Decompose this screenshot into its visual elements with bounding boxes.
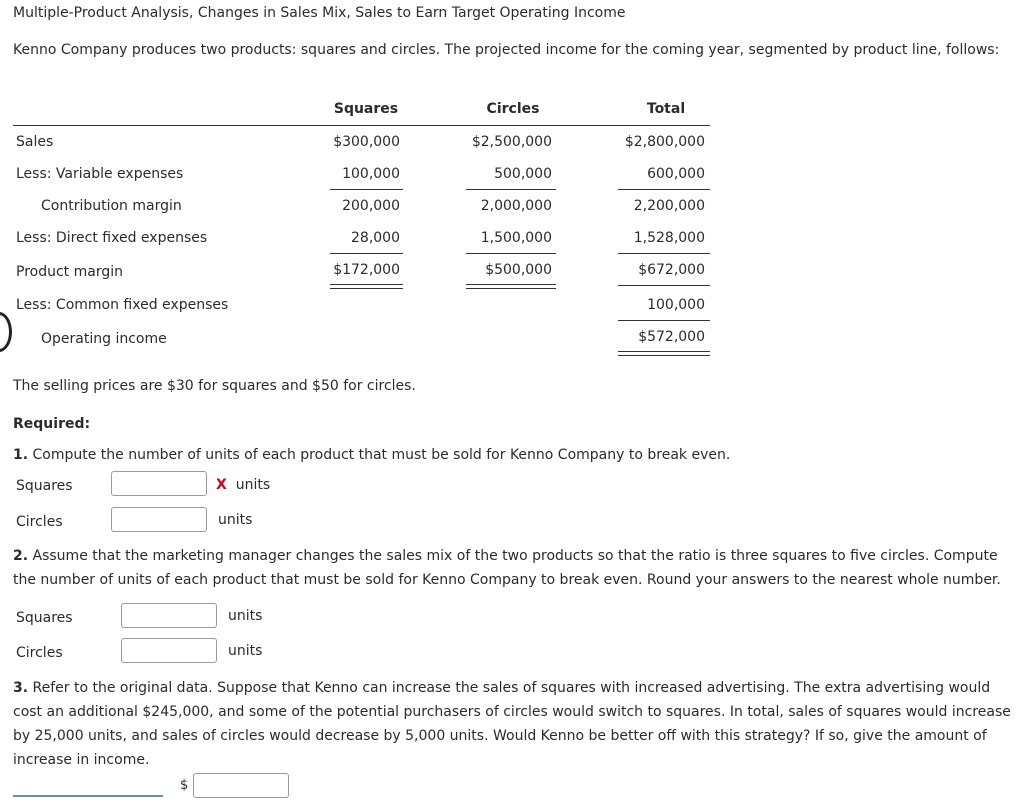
cell-squares-contribution: 200,000 [342,198,400,214]
rule [330,189,403,190]
q2-squares-units: units [228,608,263,624]
q2-squares-label: Squares [16,610,73,626]
scroll-edge-indicator [0,312,12,352]
cell-total-sales: $2,800,000 [624,134,705,150]
rule-7 [618,285,710,286]
cell-circles-direct-fixed: 1,500,000 [480,230,552,246]
cell-total-common-fixed: 100,000 [647,297,705,313]
row-label-product-margin: Product margin [16,264,123,280]
q1-squares-label: Squares [16,478,73,494]
rule-3 [466,189,556,190]
row-label-sales: Sales [16,134,54,150]
rule-4 [466,253,556,254]
q1-squares-units: units [235,477,271,493]
q2-circles-label: Circles [16,645,63,661]
header-rule [13,125,710,126]
rule-2 [330,253,403,254]
q3-amount-input[interactable] [193,773,289,798]
cell-circles-variable: 500,000 [494,166,552,182]
page-title: Multiple-Product Analysis, Changes in Sales Mix, Sales to Earn Target Operating Income [13,5,626,21]
dline-3 [618,351,710,356]
cell-squares-product-margin: $172,000 [333,262,400,278]
selling-prices-note: The selling prices are $30 for squares and $50 for circles. [13,378,416,394]
cell-squares-variable: 100,000 [342,166,400,182]
problem-intro: Kenno Company produces two products: squares and circles. The projected income for the coming year, segmented by product line, follows: [13,42,1000,58]
col-header-circles: Circles [486,101,540,117]
cell-total-product-margin: $672,000 [638,262,705,278]
cell-total-contribution: 2,200,000 [633,198,705,214]
question-1-number: 1. [13,447,29,463]
dline [330,284,403,289]
question-2-line-1 [13,548,998,564]
question-1 [13,447,730,463]
row-label-operating-income: Operating income [41,331,167,347]
rule-5 [618,189,710,190]
cell-circles-sales: $2,500,000 [471,134,552,150]
question-3-text-2: cost an additional $245,000, and some of the potential purchasers of circles would switch to squares. In total, sales of squares would increase [13,704,1011,720]
q2-circles-units: units [228,643,263,659]
currency-symbol: $ [180,778,189,793]
question-3-number: 3. [13,680,29,696]
incorrect-x-icon: X [216,477,227,493]
rule-6 [618,253,710,254]
q1-circles-label: Circles [16,514,63,530]
question-2-text-1: Assume that the marketing manager changes the sales mix of the two products so that the ratio is three squares to five circles. Compute [32,548,998,564]
required-heading: Required: [13,416,91,432]
cell-squares-direct-fixed: 28,000 [351,230,400,246]
row-label-direct-fixed: Less: Direct fixed expenses [16,230,208,246]
question-3-text-3: by 25,000 units, and sales of circles would decrease by 5,000 units. Would Kenno be better off with this strategy? If so, give the amount of [13,728,987,744]
q1-circles-input[interactable] [111,507,207,532]
cell-squares-sales: $300,000 [333,134,400,150]
rule-8 [618,320,710,321]
q2-circles-input[interactable] [121,638,217,663]
cell-total-operating-income: $572,000 [638,329,705,345]
question-3-line-1 [13,680,990,696]
question-3-text-1: Refer to the original data. Suppose that Kenno can increase the sales of squares with increased advertising. The extra advertising would [32,680,991,696]
row-label-variable-expenses: Less: Variable expenses [16,166,184,182]
q1-circles-units: units [218,512,253,528]
row-label-contribution-margin: Contribution margin [41,198,182,214]
question-3-text-4: increase in income. [13,752,150,768]
col-header-squares: Squares [333,101,399,117]
q1-squares-feedback [216,477,270,493]
answer-rule [13,795,163,797]
col-header-total: Total [646,101,686,117]
q1-squares-input[interactable] [111,471,207,496]
cell-circles-product-margin: $500,000 [485,262,552,278]
cell-total-direct-fixed: 1,528,000 [633,230,705,246]
row-label-common-fixed: Less: Common fixed expenses [16,297,229,313]
question-1-text: Compute the number of units of each product that must be sold for Kenno Company to break even. [32,447,731,463]
question-2-number: 2. [13,548,29,564]
question-2-text-2: the number of units of each product that must be sold for Kenno Company to break even. Round your answers to the nearest whole number. [13,572,1001,588]
q2-squares-input[interactable] [121,603,217,628]
dline-2 [466,284,556,289]
cell-circles-contribution: 2,000,000 [480,198,552,214]
cell-total-variable: 600,000 [647,166,705,182]
